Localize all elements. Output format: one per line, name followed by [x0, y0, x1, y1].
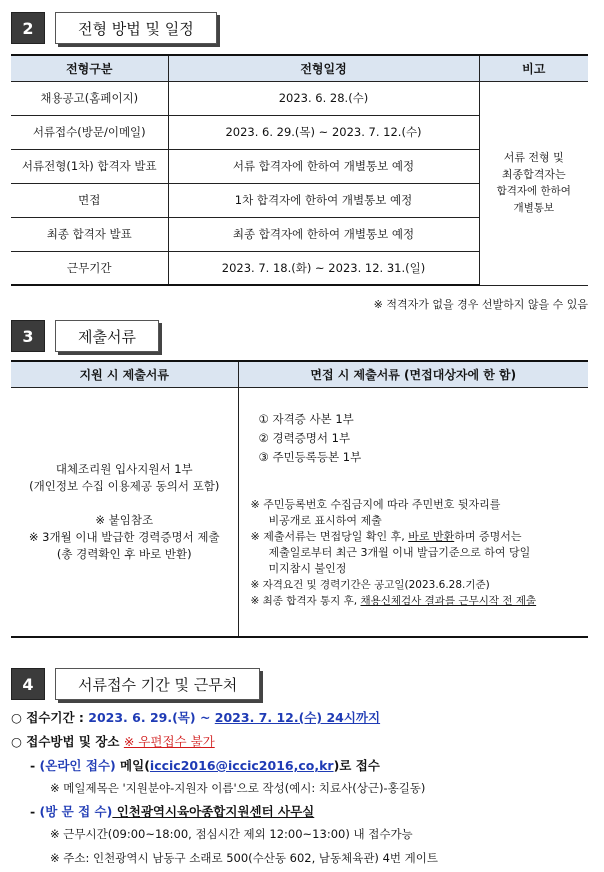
col-header: 면접 시 제출서류 (면접대상자에 한 함) — [238, 361, 588, 387]
doc-line: ※ 3개월 이내 발급한 경력증명서 제출 — [28, 529, 220, 544]
col-header: 지원 시 제출서류 — [11, 361, 238, 387]
application-docs — [11, 387, 238, 637]
email-link[interactable]: iccic2016@iccic2016,co,kr — [149, 758, 334, 773]
hours-note: ※ 근무시간(09:00~18:00, 점심시간 제외 12:00~13:00) 내 접수가능 — [50, 827, 413, 841]
col-header: 비고 — [479, 55, 588, 81]
note-line: 서류 전형 및 — [503, 151, 564, 164]
doc-item: ① 자격증 사본 1부 — [258, 411, 354, 426]
table-cell: 최종 합격자에 한하여 개별통보 예정 — [168, 217, 479, 251]
note-line: ※ 제출서류는 면접당일 확인 후, 바로 반환하며 증명서는 — [250, 529, 522, 543]
note-line: ※ 최종 합격자 통지 후, 채용신체검사 결과를 근무시작 전 제출 — [250, 594, 537, 607]
table-cell: 2023. 6. 29.(목) ~ 2023. 7. 12.(수) — [168, 115, 479, 149]
note-line: 최종합격자는 — [501, 168, 566, 181]
table-cell: 근무기간 — [11, 251, 168, 285]
doc-line: (개인정보 수집 이용제공 동의서 포함) — [29, 478, 220, 493]
email-subject-note: ※ 메일제목은 '지원분야-지원자 이름'으로 작성(예시: 치료사(상근)-홍길동) — [50, 781, 426, 795]
note-line: 합격자에 한하여 — [496, 185, 571, 197]
note-line: 미지참시 불인정 — [268, 561, 347, 575]
table-cell: 1차 합격자에 한하여 개별통보 예정 — [168, 183, 479, 217]
section-3-header — [11, 320, 159, 352]
section-number: 2 — [11, 12, 45, 44]
interview-docs — [238, 387, 588, 637]
table-cell: 서류 합격자에 한하여 개별통보 예정 — [168, 149, 479, 183]
spacer — [11, 495, 238, 512]
application-method: ○ 접수방법 및 장소 ※ 우편접수 불가 — [11, 734, 215, 749]
address-note: ※ 주소: 인천광역시 남동구 소래로 500(수산동 602, 남동체육관) 4번 게이트 — [50, 851, 438, 865]
doc-line: (총 경력확인 후 바로 반환) — [56, 546, 192, 561]
footnote: ※ 적격자가 없을 경우 선발하지 않을 수 있음 — [373, 298, 588, 311]
visit-application: - (방 문 접 수) 인천광역시육아종합지원센터 사무실 — [30, 804, 315, 819]
section-2-header — [11, 12, 217, 44]
table-cell: 면접 — [11, 183, 168, 217]
note-line: 비공개로 표시하여 제출 — [268, 513, 382, 527]
note-line: 제출일로부터 최근 3개월 이내 발급기준으로 하여 당일 — [268, 545, 531, 559]
section-title: 제출서류 — [55, 320, 159, 352]
table-cell: 2023. 6. 28.(수) — [168, 81, 479, 115]
section-number: 4 — [11, 668, 45, 700]
table-cell: 서류전형(1차) 합격자 발표 — [11, 149, 168, 183]
documents-table — [11, 360, 588, 638]
doc-item: ② 경력증명서 1부 — [258, 430, 351, 445]
section-title: 전형 방법 및 일정 — [55, 12, 217, 44]
col-header: 전형구분 — [11, 55, 168, 81]
table-cell: 서류접수(방문/이메일) — [11, 115, 168, 149]
table-cell: 최종 합격자 발표 — [11, 217, 168, 251]
online-application: - (온라인 접수) 메일(iccic2016@iccic2016,co,kr)로 접수 — [30, 758, 380, 773]
table-cell: 2023. 7. 18.(화) ~ 2023. 12. 31.(일) — [168, 251, 479, 285]
note-line: ※ 주민등록번호 수집금지에 따라 주민번호 뒷자리를 — [250, 497, 501, 511]
doc-line: ※ 붙임참조 — [95, 512, 154, 527]
col-header: 전형일정 — [168, 55, 479, 81]
note-line: ※ 자격요건 및 경력기간은 공고일(2023.6.28.기준) — [250, 578, 490, 591]
note-cell — [479, 81, 588, 285]
section-4-header — [11, 668, 260, 700]
doc-line: 대체조리원 입사지원서 1부 — [55, 461, 193, 476]
note-line: 개별통보 — [513, 202, 555, 214]
schedule-table — [11, 54, 588, 286]
table-cell: 채용공고(홈페이지) — [11, 81, 168, 115]
section-number: 3 — [11, 320, 45, 352]
section-title: 서류접수 기간 및 근무처 — [55, 668, 260, 700]
application-period: ○ 접수기간 : 2023. 6. 29.(목) ~ 2023. 7. 12.(수) 24시까지 — [11, 710, 381, 725]
doc-item: ③ 주민등록등본 1부 — [258, 449, 362, 464]
